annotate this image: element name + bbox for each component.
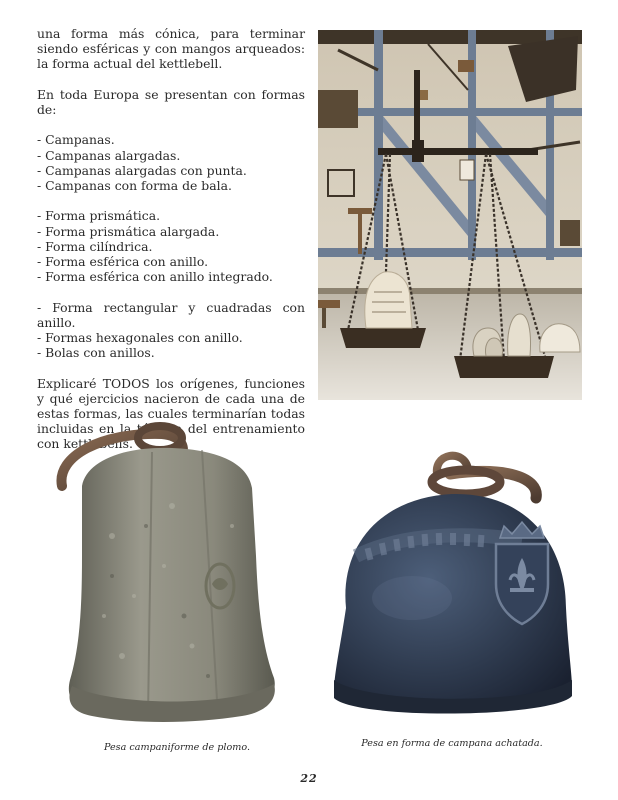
- paragraph-lead: En toda Europa se presentan con formas de:: [37, 86, 305, 117]
- list-item: - Forma prismática.: [37, 208, 161, 224]
- list-item: - Forma esférica con anillo integrado.: [37, 269, 273, 285]
- list-item: - Bolas con anillos.: [37, 345, 155, 361]
- lead-bell-illustration: [52, 416, 302, 736]
- paragraph-closing: Explicaré TODOS los orígenes, funciones y qué ejercicios nacieron de cada una de estas formas, las cuales terminarían todas incluidas en la técnica del entrenamiento con kettlebells.: [37, 375, 305, 452]
- list-item: - Forma cilíndrica.: [37, 238, 153, 254]
- shape-list-ringed: [37, 300, 305, 361]
- list-item: - Forma esférica con anillo.: [37, 254, 209, 269]
- body-text-column: [37, 26, 305, 452]
- museum-scales-illustration: [318, 30, 582, 400]
- list-item: - Campanas.: [37, 132, 115, 148]
- flat-bell-illustration: [326, 448, 578, 730]
- lead-bell-weight-photo: [52, 416, 302, 736]
- shape-list-geometric: [37, 208, 305, 284]
- list-item: - Forma prismática alargada.: [37, 223, 220, 239]
- museum-scales-photo: [318, 30, 582, 400]
- page-number: 22: [300, 772, 318, 785]
- list-item: - Campanas alargadas.: [37, 147, 181, 163]
- list-item: - Campanas alargadas con punta.: [37, 162, 247, 178]
- shape-list-bells: [37, 132, 305, 193]
- flat-bell-weight-photo: [326, 448, 578, 730]
- list-item: - Formas hexagonales con anillo.: [37, 330, 243, 345]
- caption-lead-bell: Pesa campaniforme de plomo.: [103, 742, 251, 753]
- caption-flat-bell: Pesa en forma de campana achatada.: [361, 738, 543, 749]
- list-item: - Campanas con forma de bala.: [37, 178, 232, 193]
- paragraph-continuation: una forma más cónica, para terminar siendo esféricas y con mangos arqueados: la forma actual del kettlebell.: [37, 26, 305, 72]
- list-item: - Forma rectangular y cuadradas con anillo.: [37, 299, 305, 330]
